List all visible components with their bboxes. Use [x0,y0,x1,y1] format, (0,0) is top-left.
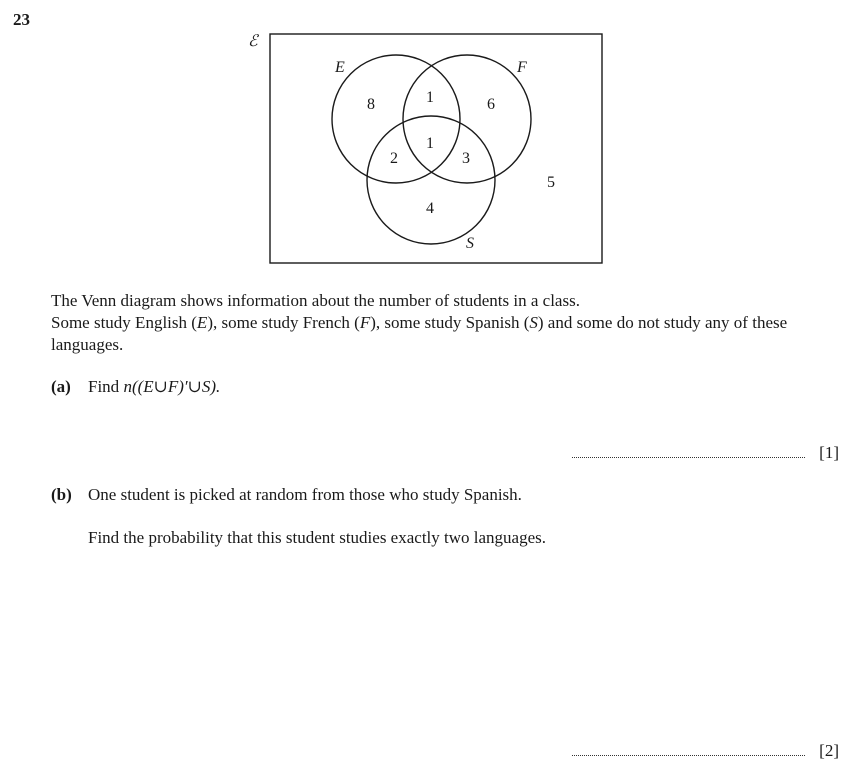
part-a-label: (a) [51,377,71,396]
intro-line-1: The Venn diagram shows information about the number of students in a class. [51,291,580,310]
intro-text-part: ), some study Spanish ( [370,313,530,332]
region-f-only: 6 [487,96,495,113]
set-label-e: E [335,59,345,76]
intro-set-f: F [359,313,371,332]
universal-set-symbol: ℰ [248,33,258,50]
part-a-answer-dots[interactable] [572,443,805,458]
set-label-s: S [466,235,474,252]
part-a-answer-line[interactable] [572,443,839,463]
intro-text [51,290,851,356]
intro-text-part: ), some study French ( [207,313,360,332]
intro-set-e: E [196,313,208,332]
part-b-marks: [2] [819,741,839,760]
part-b-label: (b) [51,485,72,504]
question-number: 23 [13,10,30,29]
region-e-only: 8 [367,96,375,113]
region-outside: 5 [547,174,555,191]
part-b [51,485,522,505]
part-a-text: Find [88,377,124,396]
region-e-s: 2 [390,150,398,167]
intro-text-part: Some study English ( [51,313,197,332]
region-e-f: 1 [426,89,434,106]
part-b-answer-dots[interactable] [572,741,805,756]
part-a-expression: n((E∪F)′∪S). [123,377,221,396]
set-label-f: F [517,59,527,76]
part-a [51,377,220,397]
part-b-line-1: One student is picked at random from those who study Spanish. [88,485,522,504]
part-b-line-2: Find the probability that this student studies exactly two languages. [88,528,546,547]
intro-text-part: ) and some do not study any of these languages. [51,313,788,354]
intro-set-s: S [529,313,538,332]
region-f-s: 3 [462,150,470,167]
venn-diagram [0,0,853,300]
region-s-only: 4 [426,200,434,217]
region-e-f-s: 1 [426,135,434,152]
part-b-answer-line[interactable] [572,741,839,761]
intro-line-2 [51,312,851,356]
part-a-marks: [1] [819,443,839,462]
